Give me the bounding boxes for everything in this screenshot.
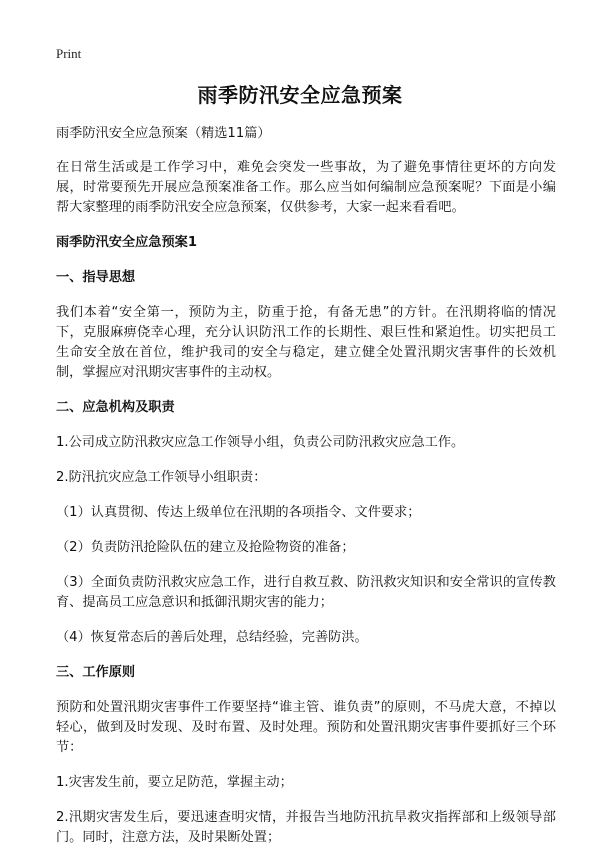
section-paragraph: 我们本着“安全第一，预防为主，防重于抢，有备无患”的方针。在汛期将临的情况下，克服麻痹侥幸心理，充分认识防汛工作的长期性、艰巨性和紧迫性。切实把员工生命安全放在首位，维护我司的安全与稳定，建立健全处置汛期灾害事件的长效机制，掌握应对汛期灾害事件的主动权。 <box>56 305 556 380</box>
section-paragraph: 预防和处置汛期灾害事件工作要坚持“谁主管、谁负责”的原则，不马虎大意，不掉以轻心，做到及时发现、及时布置、及时处理。预防和处置汛期灾害事件要抓好三个环节： <box>56 700 556 755</box>
section-heading: 三、工作原则 <box>56 665 136 680</box>
list-item: （3）全面负责防汛救灾应急工作，进行自救互救、防汛救灾知识和安全常识的宣传教育、提高员工应急意识和抵御汛期灾害的能力； <box>56 575 556 610</box>
intro-paragraph: 在日常生活或是工作学习中，难免会突发一些事故，为了避免事情往更坏的方向发展，时常要预先开展应急预案准备工作。那么应当如何编制应急预案呢？下面是小编帮大家整理的雨季防汛安全应急预案，仅供参考，大家一起来看看吧。 <box>56 160 556 215</box>
page-title: 雨季防汛安全应急预案 <box>197 83 403 107</box>
section-paragraph: 1.公司成立防汛救灾应急工作领导小组，负责公司防汛救灾应急工作。 <box>56 435 465 450</box>
document-subtitle: 雨季防汛安全应急预案（精选11篇） <box>56 126 271 141</box>
list-item: （4）恢复常态后的善后处理，总结经验，完善防洪。 <box>56 630 368 645</box>
section-heading: 一、指导思想 <box>56 270 136 285</box>
article-title: 雨季防汛安全应急预案1 <box>56 235 198 250</box>
section-heading: 二、应急机构及职责 <box>56 400 175 415</box>
list-item: （2）负责防汛抢险队伍的建立及抢险物资的准备； <box>56 540 355 555</box>
list-item: 2.汛期灾害发生后，要迅速查明灾情，并报告当地防汛抗旱救灾指挥部和上级领导部门。同时，注意方法，及时果断处置； <box>56 810 556 845</box>
document-body <box>56 124 556 863</box>
section-paragraph: 2.防汛抗灾应急工作领导小组职责： <box>56 470 267 485</box>
print-link[interactable]: Print <box>56 46 82 61</box>
list-item: 1.灾害发生前，要立足防范，掌握主动； <box>56 775 293 790</box>
list-item: （1）认真贯彻、传达上级单位在汛期的各项指令、文件要求； <box>56 505 421 520</box>
